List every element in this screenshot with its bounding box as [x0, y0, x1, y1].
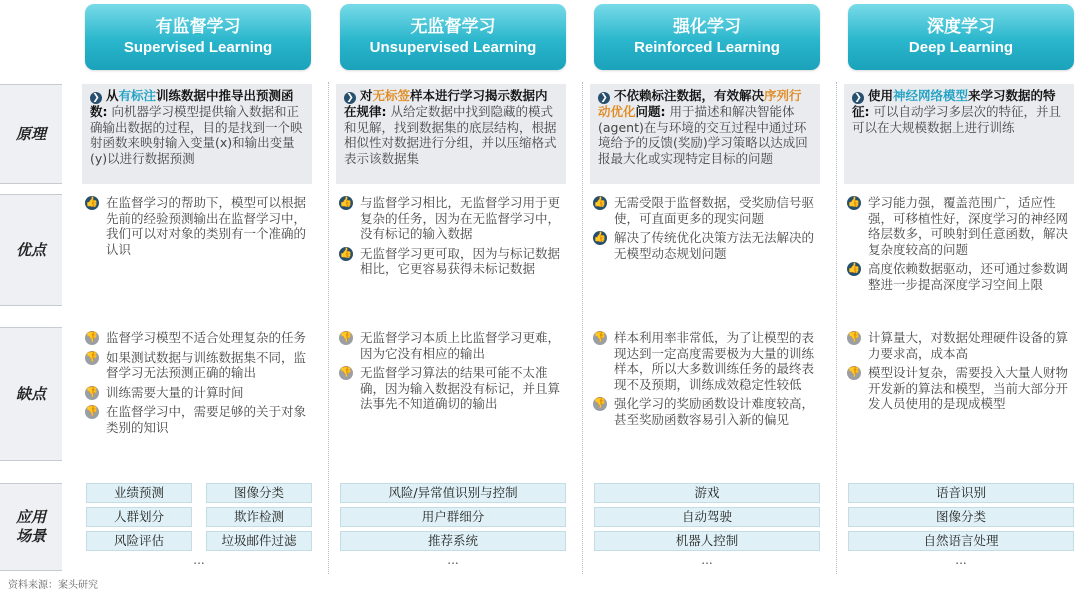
con-item: [84, 404, 316, 435]
pro-text: 与监督学习相比，无监督学习用于更复杂的任务，因为在无监督学习中，没有标记的输入数据: [360, 195, 561, 241]
app-tag: 推荐系统: [340, 531, 566, 551]
header-title-cn: 有监督学习: [155, 17, 241, 37]
thumbs-down-icon: 👎: [85, 351, 99, 363]
app-tag: 图像分类: [848, 507, 1074, 527]
thumbs-up-icon: 👍: [339, 197, 353, 208]
principle-highlight: 无标签: [372, 88, 411, 103]
more-ellipsis: ...: [447, 553, 459, 567]
principle-text: 从给定数据中找到隐藏的模式和见解，找到数据集的底层结构，根据相似性对数据进行分组，并以压缩格式表示该数据集: [344, 104, 557, 166]
principle-highlight: 序列行动优化: [598, 88, 802, 119]
header-title-en: Reinforced Learning: [634, 39, 780, 56]
app-tag: 语音识别: [848, 483, 1074, 503]
column-header-reinforced: [594, 4, 820, 70]
pros-list-unsupervised: [338, 195, 570, 281]
pros-list-supervised: [84, 195, 316, 261]
pro-item: [84, 195, 316, 257]
app-tag: 自动驾驶: [594, 507, 820, 527]
pro-item: [592, 230, 824, 261]
column-separator: [328, 82, 329, 574]
principle-highlight: 有标注: [118, 88, 157, 103]
row-label-principle: 原理: [0, 84, 62, 184]
chevron-right-icon: ❯: [852, 92, 864, 104]
thumbs-up-icon: 👍: [847, 263, 861, 274]
source-note: 资料来源：案头研究: [8, 580, 98, 591]
column-header-supervised: [85, 4, 311, 70]
pro-text: 学习能力强，覆盖范围广，适应性强，可移植性好，深度学习的神经网络层数多，可映射到任意函数，解决复杂度较高的问题: [868, 195, 1069, 257]
thumbs-down-icon: 👎: [339, 367, 353, 378]
thumbs-down-icon: 👎: [339, 332, 353, 343]
con-text: 如果测试数据与训练数据集不同，监督学习无法预测正确的输出: [106, 349, 307, 380]
principle-highlight: 神经网络模型: [893, 88, 969, 103]
con-item: [84, 350, 316, 381]
pro-item: [338, 246, 570, 277]
cons-list-deep: [846, 330, 1078, 416]
app-tag: 用户群细分: [340, 507, 566, 527]
con-item: [592, 330, 824, 392]
thumbs-up-icon: 👍: [593, 197, 607, 208]
principle-box-deep: [844, 84, 1074, 184]
thumbs-up-icon: 👍: [339, 247, 353, 259]
app-tag: 风险评估: [86, 531, 192, 551]
column-separator: [582, 82, 583, 574]
app-tag: 图像分类: [206, 483, 312, 503]
row-label-apps: [0, 483, 62, 571]
row-label-cons: 缺点: [0, 327, 62, 461]
thumbs-down-icon: 👎: [847, 332, 861, 343]
principle-text: 向机器学习模型提供输入数据和正确输出数据的过程，目的是找到一个映射函数来映射输入变量(x)和输出变量(y)以进行数据预测: [90, 104, 303, 166]
app-tag: 垃圾邮件过滤: [206, 531, 312, 551]
con-item: [846, 330, 1078, 361]
header-title-en: Unsupervised Learning: [369, 39, 537, 56]
cons-list-supervised: [84, 330, 316, 439]
app-tag: 游戏: [594, 483, 820, 503]
row-label-apps-line1: 应用: [15, 508, 46, 527]
thumbs-up-icon: 👍: [85, 197, 99, 208]
principle-box-reinforced: [590, 84, 820, 184]
thumbs-down-icon: 👎: [85, 332, 99, 343]
thumbs-up-icon: 👍: [847, 197, 861, 208]
con-item: [846, 365, 1078, 412]
principle-box-supervised: [82, 84, 312, 184]
header-title-cn: 无监督学习: [410, 17, 496, 37]
pro-item: [846, 195, 1078, 257]
con-text: 样本利用率非常低，为了让模型的表现达到一定高度需要极为大量的训练样本，所以大多数训练任务的最终表现不及预期，训练成效稳定性较低: [614, 330, 815, 392]
con-item: [338, 365, 570, 412]
pro-text: 高度依赖数据驱动，还可通过参数调整进一步提高深度学习空间上限: [868, 261, 1069, 292]
con-text: 强化学习的奖励函数设计难度较高，甚至奖励函数容易引入新的偏见: [614, 396, 815, 427]
cons-list-reinforced: [592, 330, 824, 431]
con-item: [592, 396, 824, 427]
con-text: 训练需要大量的计算时间: [106, 384, 244, 400]
principle-lead: 从: [106, 88, 119, 103]
more-ellipsis: ...: [955, 553, 967, 567]
con-item: [84, 330, 316, 346]
principle-lead: 使用: [868, 88, 894, 103]
row-label-apps-line2: 场景: [15, 527, 46, 545]
principle-lead-2: 问题:: [635, 104, 666, 119]
pros-list-deep: [846, 195, 1078, 296]
cons-list-unsupervised: [338, 330, 570, 416]
con-text: 无监督学习本质上比监督学习更难，因为它没有相应的输出: [360, 330, 561, 361]
con-text: 在监督学习中，需要足够的关于对象类别的知识: [106, 404, 307, 435]
row-label-pros: 优点: [0, 194, 62, 306]
con-text: 无监督学习算法的结果可能不太准确，因为输入数据没有标记，并且算法事先不知道确切的输出: [360, 365, 561, 411]
con-item: [84, 385, 316, 401]
app-tag: 业绩预测: [86, 483, 192, 503]
thumbs-down-icon: 👎: [85, 386, 99, 398]
thumbs-down-icon: 👎: [85, 406, 99, 417]
pro-item: [338, 195, 570, 242]
con-item: [338, 330, 570, 361]
header-title-cn: 强化学习: [673, 17, 741, 37]
principle-text: 可以自动学习多层次的特征，并且可以在大规模数据上进行训练: [852, 104, 1061, 135]
header-title-en: Deep Learning: [908, 39, 1014, 56]
con-text: 计算量大，对数据处理硬件设备的算力要求高，成本高: [868, 330, 1069, 361]
pro-text: 无监督学习更可取，因为与标记数据相比，它更容易获得未标记数据: [360, 245, 561, 276]
header-title-en: Supervised Learning: [123, 39, 273, 56]
column-header-deep: [848, 4, 1074, 70]
pro-item: [846, 261, 1078, 292]
more-ellipsis: ...: [193, 553, 205, 567]
chevron-right-icon: ❯: [598, 92, 610, 104]
pros-list-reinforced: [592, 195, 824, 265]
thumbs-down-icon: 👎: [593, 398, 607, 409]
thumbs-up-icon: 👍: [593, 232, 607, 243]
principle-text: 用于描述和解决智能体(agent)在与环境的交互过程中通过环境给予的反馈(奖励)学习策略以达成回报最大化或实现特定目标的问题: [598, 104, 808, 166]
thumbs-down-icon: 👎: [847, 367, 861, 378]
thumbs-down-icon: 👎: [593, 332, 607, 343]
app-tag: 风险/异常值识别与控制: [340, 483, 566, 503]
principle-lead-2: 样本进行学习揭示数据内在规律:: [344, 88, 548, 119]
app-tag: 自然语言处理: [848, 531, 1074, 551]
app-tag: 机器人控制: [594, 531, 820, 551]
app-tag: 欺诈检测: [206, 507, 312, 527]
principle-lead-2: 训练数据中推导出预测函数:: [90, 88, 294, 119]
con-text: 监督学习模型不适合处理复杂的任务: [106, 330, 307, 345]
principle-box-unsupervised: [336, 84, 566, 184]
principle-lead-2: 来学习数据的特征:: [852, 88, 1056, 119]
column-header-unsupervised: [340, 4, 566, 70]
pro-text: 在监督学习的帮助下，模型可以根据先前的经验预测输出在监督学习中，我们可以对对象的类别有一个准确的认识: [106, 195, 307, 257]
con-text: 模型设计复杂，需要投入大量人财物开发新的算法和模型，当前大部分开发人员使用的是现成模型: [868, 365, 1069, 411]
chevron-right-icon: ❯: [344, 92, 356, 104]
principle-lead: 不依赖标注数据，有效解决: [614, 88, 765, 103]
principle-lead: 对: [360, 88, 373, 103]
pro-text: 解决了传统优化决策方法无法解决的无模型动态规划问题: [614, 230, 815, 261]
more-ellipsis: ...: [701, 553, 713, 567]
column-separator: [836, 82, 837, 574]
app-tag: 人群划分: [86, 507, 192, 527]
pro-text: 无需受限于监督数据，受奖励信号驱使，可直面更多的现实问题: [614, 195, 815, 226]
header-title-cn: 深度学习: [927, 17, 995, 37]
pro-item: [592, 195, 824, 226]
chevron-right-icon: ❯: [90, 92, 102, 104]
